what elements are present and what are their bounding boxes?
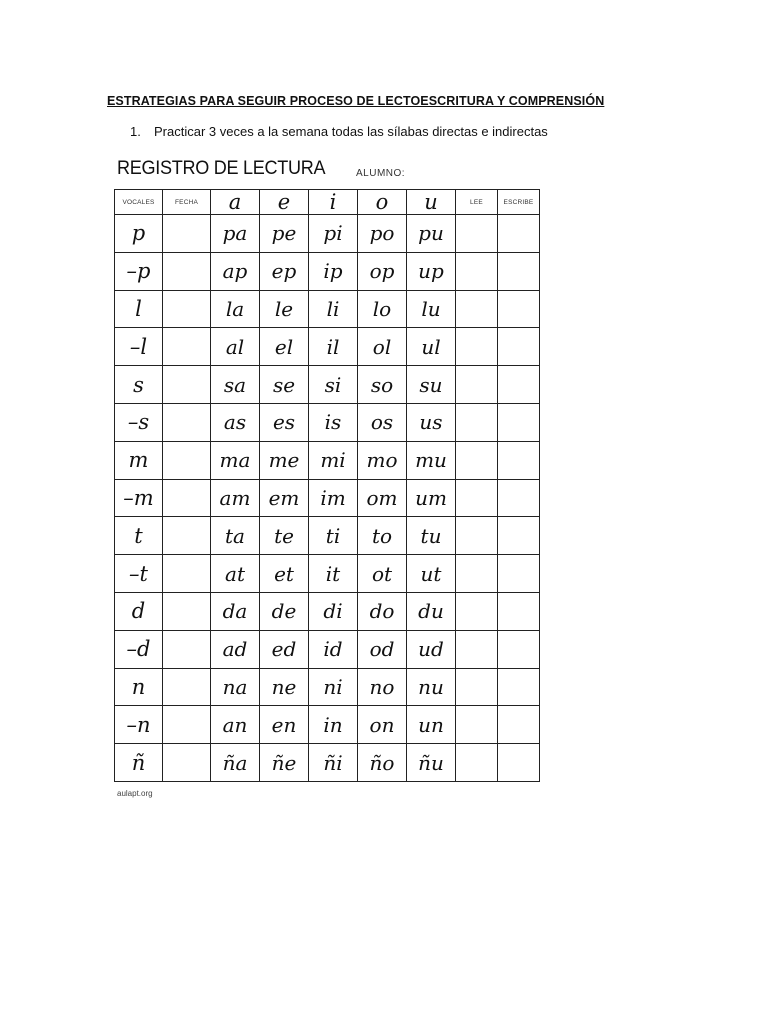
- consonant-label: ñ: [115, 744, 163, 782]
- header-row: [115, 190, 540, 215]
- syllable-cell: te: [260, 517, 309, 555]
- syllable-cell: al: [211, 328, 260, 366]
- syllable-cell: li: [309, 290, 358, 328]
- table-row: [115, 592, 540, 630]
- consonant-label: –d: [115, 630, 163, 668]
- syllable-cell: ña: [211, 744, 260, 782]
- consonant-label: s: [115, 366, 163, 404]
- date-cell: [163, 744, 211, 782]
- escribe-checkbox-cell: [498, 403, 540, 441]
- escribe-checkbox-cell: [498, 366, 540, 404]
- syllable-cell: pu: [407, 215, 456, 253]
- syllable-cell: ol: [358, 328, 407, 366]
- syllable-cell: su: [407, 366, 456, 404]
- syllable-cell: ñi: [309, 744, 358, 782]
- consonant-label: d: [115, 592, 163, 630]
- date-cell: [163, 290, 211, 328]
- lee-checkbox-cell: [456, 744, 498, 782]
- lee-checkbox-cell: [456, 706, 498, 744]
- syllable-cell: pi: [309, 215, 358, 253]
- syllable-cell: po: [358, 215, 407, 253]
- escribe-checkbox-cell: [498, 252, 540, 290]
- reading-record-table: [114, 189, 540, 782]
- syllable-cell: ne: [260, 668, 309, 706]
- syllable-cell: en: [260, 706, 309, 744]
- date-cell: [163, 328, 211, 366]
- syllable-cell: so: [358, 366, 407, 404]
- syllable-cell: ep: [260, 252, 309, 290]
- syllable-cell: du: [407, 592, 456, 630]
- syllable-cell: us: [407, 403, 456, 441]
- consonant-label: –l: [115, 328, 163, 366]
- table-row: [115, 479, 540, 517]
- consonant-label: p: [115, 215, 163, 253]
- lee-checkbox-cell: [456, 630, 498, 668]
- source-credit: aulapt.org: [117, 789, 153, 798]
- date-cell: [163, 366, 211, 404]
- lee-checkbox-cell: [456, 441, 498, 479]
- lee-checkbox-cell: [456, 328, 498, 366]
- consonant-label: m: [115, 441, 163, 479]
- syllable-cell: ni: [309, 668, 358, 706]
- consonant-label: t: [115, 517, 163, 555]
- syllable-cell: ap: [211, 252, 260, 290]
- syllable-cell: ed: [260, 630, 309, 668]
- table-row: [115, 441, 540, 479]
- syllable-cell: in: [309, 706, 358, 744]
- syllable-cell: ño: [358, 744, 407, 782]
- date-cell: [163, 479, 211, 517]
- lee-checkbox-cell: [456, 479, 498, 517]
- syllable-cell: as: [211, 403, 260, 441]
- syllable-cell: le: [260, 290, 309, 328]
- syllable-cell: od: [358, 630, 407, 668]
- escribe-checkbox-cell: [498, 441, 540, 479]
- table-row: [115, 290, 540, 328]
- syllable-cell: lo: [358, 290, 407, 328]
- syllable-cell: tu: [407, 517, 456, 555]
- syllable-cell: ul: [407, 328, 456, 366]
- syllable-cell: do: [358, 592, 407, 630]
- lee-checkbox-cell: [456, 403, 498, 441]
- lee-checkbox-cell: [456, 517, 498, 555]
- escribe-checkbox-cell: [498, 517, 540, 555]
- lee-checkbox-cell: [456, 366, 498, 404]
- syllable-cell: at: [211, 555, 260, 593]
- lee-checkbox-cell: [456, 668, 498, 706]
- table-row: [115, 366, 540, 404]
- table-row: [115, 215, 540, 253]
- instruction-text: Practicar 3 veces a la semana todas las sílabas directas e indirectas: [154, 124, 548, 139]
- date-cell: [163, 592, 211, 630]
- syllable-cell: ñe: [260, 744, 309, 782]
- escribe-checkbox-cell: [498, 592, 540, 630]
- syllable-cell: no: [358, 668, 407, 706]
- syllable-cell: pa: [211, 215, 260, 253]
- syllable-cell: me: [260, 441, 309, 479]
- syllable-cell: up: [407, 252, 456, 290]
- lee-checkbox-cell: [456, 252, 498, 290]
- consonant-label: –p: [115, 252, 163, 290]
- consonant-label: –n: [115, 706, 163, 744]
- syllable-cell: nu: [407, 668, 456, 706]
- syllable-cell: se: [260, 366, 309, 404]
- header-vowel-u: u: [407, 190, 456, 215]
- consonant-label: –t: [115, 555, 163, 593]
- syllable-cell: ñu: [407, 744, 456, 782]
- escribe-checkbox-cell: [498, 479, 540, 517]
- syllable-cell: id: [309, 630, 358, 668]
- header-lee: LEE: [456, 190, 498, 215]
- syllable-cell: si: [309, 366, 358, 404]
- header-vowel-a: a: [211, 190, 260, 215]
- consonant-label: –s: [115, 403, 163, 441]
- syllable-cell: it: [309, 555, 358, 593]
- syllable-cell: om: [358, 479, 407, 517]
- table-row: [115, 252, 540, 290]
- escribe-checkbox-cell: [498, 555, 540, 593]
- syllable-cell: em: [260, 479, 309, 517]
- syllable-cell: el: [260, 328, 309, 366]
- syllable-cell: to: [358, 517, 407, 555]
- syllable-cell: an: [211, 706, 260, 744]
- consonant-label: –m: [115, 479, 163, 517]
- date-cell: [163, 630, 211, 668]
- consonant-label: l: [115, 290, 163, 328]
- lee-checkbox-cell: [456, 555, 498, 593]
- table-row: [115, 668, 540, 706]
- syllable-cell: de: [260, 592, 309, 630]
- syllable-cell: op: [358, 252, 407, 290]
- consonant-label: n: [115, 668, 163, 706]
- table-row: [115, 328, 540, 366]
- lee-checkbox-cell: [456, 215, 498, 253]
- syllable-cell: ad: [211, 630, 260, 668]
- escribe-checkbox-cell: [498, 706, 540, 744]
- syllable-cell: et: [260, 555, 309, 593]
- date-cell: [163, 517, 211, 555]
- date-cell: [163, 555, 211, 593]
- table-row: [115, 630, 540, 668]
- student-label: ALUMNO:: [356, 168, 406, 179]
- syllable-cell: es: [260, 403, 309, 441]
- syllable-cell: um: [407, 479, 456, 517]
- syllable-cell: mo: [358, 441, 407, 479]
- syllable-cell: on: [358, 706, 407, 744]
- syllable-cell: ot: [358, 555, 407, 593]
- header-escribe: ESCRIBE: [498, 190, 540, 215]
- header-vowel-o: o: [358, 190, 407, 215]
- table-row: [115, 555, 540, 593]
- escribe-checkbox-cell: [498, 215, 540, 253]
- date-cell: [163, 706, 211, 744]
- syllable-cell: la: [211, 290, 260, 328]
- table-row: [115, 403, 540, 441]
- syllable-cell: os: [358, 403, 407, 441]
- table-body: [115, 215, 540, 782]
- syllable-cell: di: [309, 592, 358, 630]
- syllable-cell: il: [309, 328, 358, 366]
- syllable-cell: mi: [309, 441, 358, 479]
- escribe-checkbox-cell: [498, 744, 540, 782]
- syllable-cell: ip: [309, 252, 358, 290]
- lee-checkbox-cell: [456, 592, 498, 630]
- syllable-cell: am: [211, 479, 260, 517]
- escribe-checkbox-cell: [498, 328, 540, 366]
- date-cell: [163, 252, 211, 290]
- syllable-cell: na: [211, 668, 260, 706]
- syllable-cell: un: [407, 706, 456, 744]
- lee-checkbox-cell: [456, 290, 498, 328]
- header-vowel-i: i: [309, 190, 358, 215]
- header-fecha: FECHA: [163, 190, 211, 215]
- syllable-cell: ta: [211, 517, 260, 555]
- worksheet-title: REGISTRO DE LECTURA: [117, 158, 326, 179]
- date-cell: [163, 215, 211, 253]
- syllable-cell: ut: [407, 555, 456, 593]
- syllable-cell: is: [309, 403, 358, 441]
- escribe-checkbox-cell: [498, 290, 540, 328]
- escribe-checkbox-cell: [498, 630, 540, 668]
- syllable-cell: lu: [407, 290, 456, 328]
- syllable-cell: im: [309, 479, 358, 517]
- escribe-checkbox-cell: [498, 668, 540, 706]
- document-title: ESTRATEGIAS PARA SEGUIR PROCESO DE LECTOESCRITURA Y COMPRENSIÓN: [107, 94, 605, 108]
- syllable-cell: sa: [211, 366, 260, 404]
- table-row: [115, 706, 540, 744]
- date-cell: [163, 668, 211, 706]
- instruction-item: [130, 124, 548, 139]
- instruction-number: 1.: [130, 124, 141, 139]
- header-vowel-e: e: [260, 190, 309, 215]
- date-cell: [163, 403, 211, 441]
- date-cell: [163, 441, 211, 479]
- header-vocales: VOCALES: [115, 190, 163, 215]
- syllable-cell: ud: [407, 630, 456, 668]
- table-row: [115, 517, 540, 555]
- syllable-cell: ti: [309, 517, 358, 555]
- table-row: [115, 744, 540, 782]
- syllable-cell: ma: [211, 441, 260, 479]
- syllable-cell: da: [211, 592, 260, 630]
- syllable-cell: mu: [407, 441, 456, 479]
- syllable-cell: pe: [260, 215, 309, 253]
